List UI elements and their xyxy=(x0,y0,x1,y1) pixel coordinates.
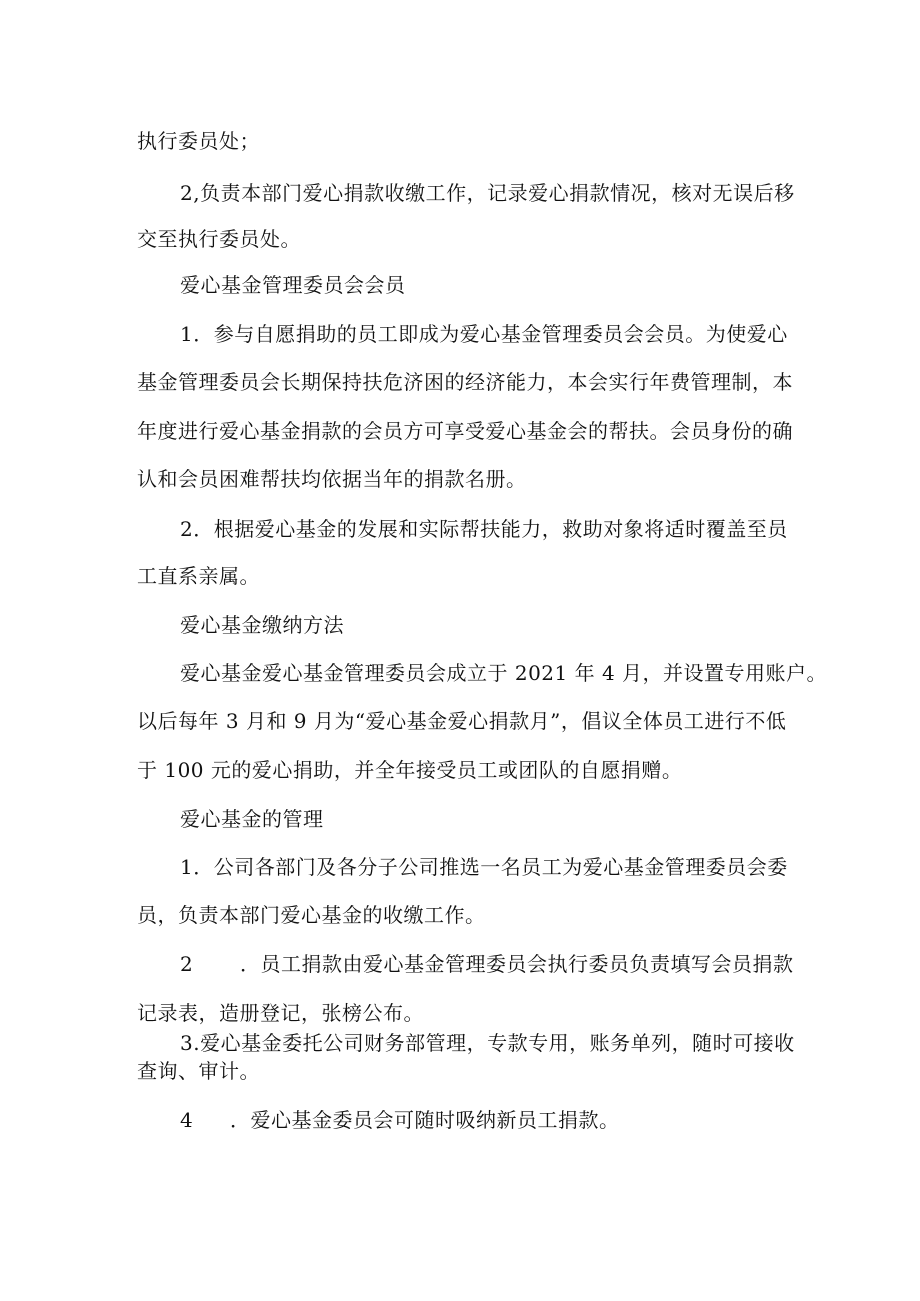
text-line: 以后每年 3 月和 9 月为“爱心基金爱心捐款月”，倡议全体员工进行不低 xyxy=(137,709,787,733)
text-line: 1．参与自愿捐助的员工即成为爱心基金管理委员会会员。为使爱心 xyxy=(180,322,788,346)
text-line: 记录表，造册登记，张榜公布。 xyxy=(137,1001,424,1025)
text-line: 交至执行委员处。 xyxy=(137,227,301,251)
text-line: 2．根据爱心基金的发展和实际帮扶能力，救助对象将适时覆盖至员 xyxy=(180,517,788,541)
text-line: 工直系亲属。 xyxy=(137,564,260,588)
text-line: 员，负责本部门爱心基金的收缴工作。 xyxy=(137,903,486,927)
text-line: 查询、审计。 xyxy=(137,1059,260,1083)
text-line: 爱心基金爱心基金管理委员会成立于 2021 年 4 月，并设置专用账户。 xyxy=(180,661,828,685)
list-number: 2 xyxy=(180,952,194,976)
section-heading: 爱心基金的管理 xyxy=(180,807,324,831)
text-line: 基金管理委员会长期保持扶危济困的经济能力，本会实行年费管理制，本 xyxy=(137,370,793,394)
section-heading: 爱心基金管理委员会会员 xyxy=(180,273,406,297)
text-line: 3.爱心基金委托公司财务部管理，专款专用，账务单列，随时可接收 xyxy=(180,1031,795,1055)
text-line: 年度进行爱心基金捐款的会员方可享受爱心基金会的帮扶。会员身份的确 xyxy=(137,419,793,443)
text-line: ．爱心基金委员会可随时吸纳新员工捐款。 xyxy=(230,1108,620,1132)
text-line: 执行委员处； xyxy=(137,129,260,153)
section-heading: 爱心基金缴纳方法 xyxy=(180,613,344,637)
text-line: 认和会员困难帮扶均依据当年的捐款名册。 xyxy=(137,467,527,491)
text-line: 1．公司各部门及各分子公司推选一名员工为爱心基金管理委员会委 xyxy=(180,855,788,879)
text-line: 2,负责本部门爱心捐款收缴工作，记录爱心捐款情况，核对无误后移 xyxy=(180,181,795,205)
list-number: 4 xyxy=(180,1108,194,1132)
text-line: ．员工捐款由爱心基金管理委员会执行委员负责填写会员捐款 xyxy=(240,952,794,976)
text-line: 于 100 元的爱心捐助，并全年接受员工或团队的自愿捐赠。 xyxy=(137,758,683,782)
